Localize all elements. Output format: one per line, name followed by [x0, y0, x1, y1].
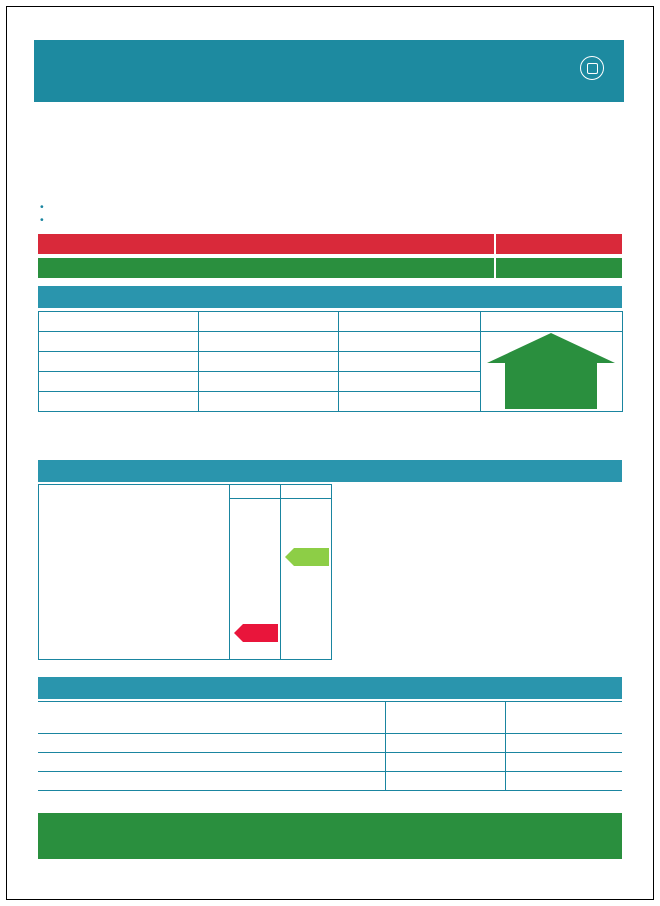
table-row: [38, 753, 622, 772]
hm-government-logo: [580, 56, 608, 80]
table-cell: [339, 372, 481, 392]
table-cell: [339, 352, 481, 372]
column-divider: [280, 484, 281, 660]
table-row: [38, 702, 622, 734]
column-header: [199, 312, 339, 332]
actions-table: [38, 701, 622, 791]
cost-cell: [385, 753, 505, 772]
header-divider: [229, 498, 332, 499]
column-header: [38, 702, 385, 734]
bar-divider: [494, 258, 496, 278]
cost-cell: [385, 734, 505, 753]
row-label: [39, 352, 199, 372]
column-header: [481, 312, 623, 332]
column-header: [505, 702, 622, 734]
use-item: [40, 214, 52, 226]
measure-cell: [38, 772, 385, 791]
saving-cell: [505, 734, 622, 753]
table-cell: [199, 372, 339, 392]
current-rating-arrow: [234, 624, 278, 647]
use-item: [40, 201, 52, 213]
saving-cell: [505, 772, 622, 791]
measure-cell: [38, 753, 385, 772]
totals-label: [39, 392, 199, 412]
eer-chart: [38, 484, 332, 660]
total-current: [199, 392, 339, 412]
total-potential: [339, 392, 481, 412]
actions-section-heading: [38, 677, 622, 699]
up-arrow-icon: [487, 333, 615, 409]
rating-arrow-icon: [234, 624, 278, 642]
cost-cell: [385, 772, 505, 791]
row-label: [39, 372, 199, 392]
potential-rating-arrow: [285, 548, 329, 571]
savings-arrow: [487, 333, 615, 409]
eer-section-heading: [38, 460, 622, 482]
row-label: [39, 332, 199, 352]
bullet-icon: •: [40, 214, 44, 226]
header-banner: [34, 40, 624, 102]
table-row: [39, 312, 623, 332]
saving-cell: [505, 753, 622, 772]
table-cell: [199, 352, 339, 372]
table-cell: [199, 332, 339, 352]
costs-section-heading: [38, 286, 622, 308]
green-deal-box: [38, 813, 622, 859]
table-row: [38, 772, 622, 791]
table-cell: [39, 312, 199, 332]
measure-cell: [38, 734, 385, 753]
column-header: [385, 702, 505, 734]
royal-crest-icon: [580, 56, 604, 80]
table-cell: [339, 332, 481, 352]
table-row: [38, 734, 622, 753]
savings-bar: [38, 258, 622, 278]
column-header: [339, 312, 481, 332]
rating-arrow-icon: [285, 548, 329, 566]
bar-divider: [494, 234, 496, 254]
bullet-icon: •: [40, 201, 44, 213]
column-divider: [229, 484, 230, 660]
estimated-costs-bar: [38, 234, 622, 254]
